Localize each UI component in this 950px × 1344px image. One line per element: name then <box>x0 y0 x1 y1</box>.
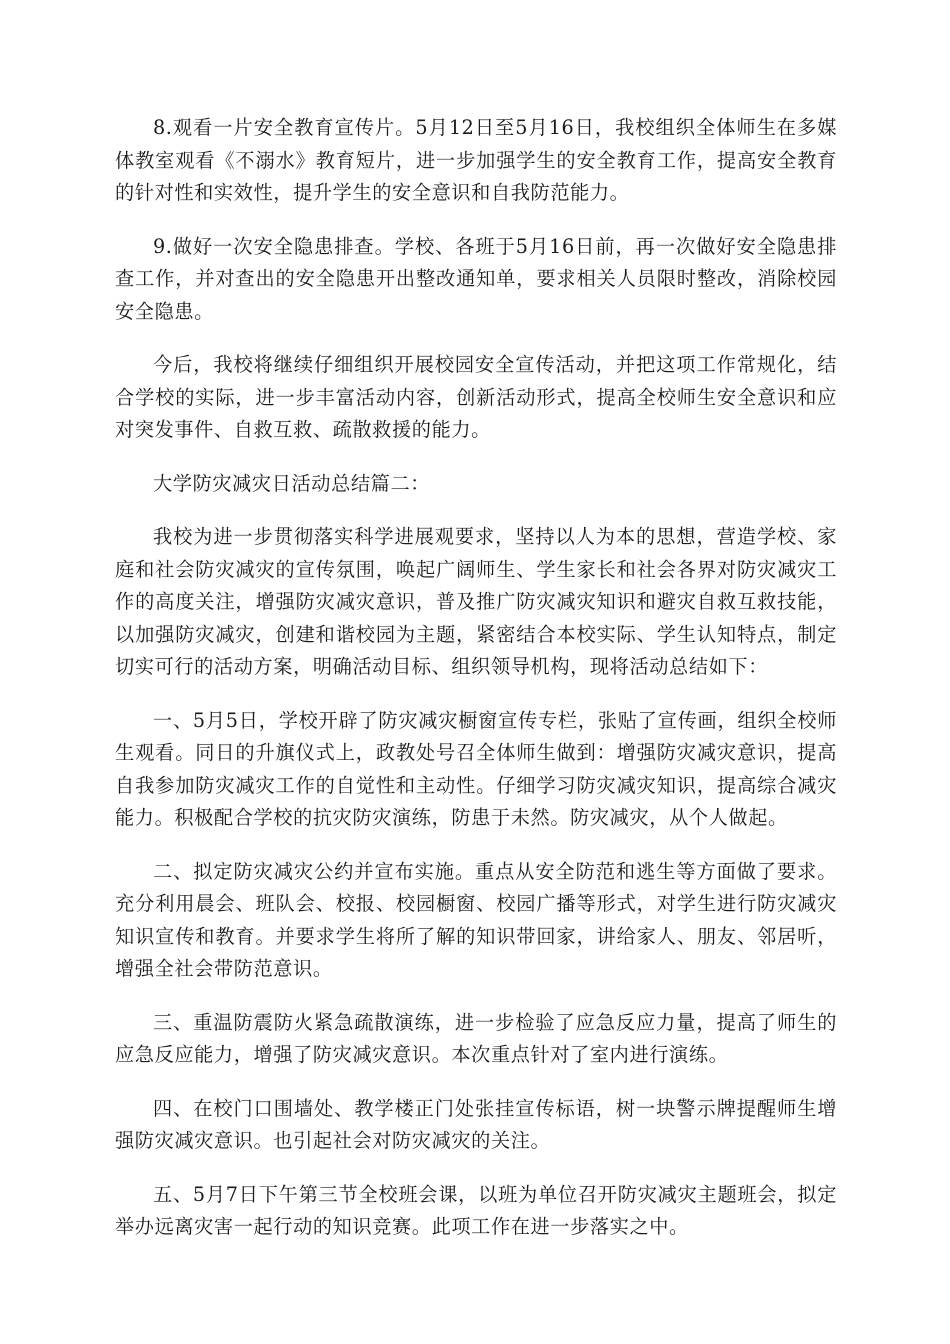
document-page <box>115 112 837 1265</box>
paragraph-conclusion: 今后，我校将继续仔细组织开展校园安全宣传活动，并把这项工作常规化，结合学校的实际，进一步丰富活动内容，创新活动形式，提高全校师生安全意识和应对突发事件、自救互救、疏散救援的能力。 <box>115 353 837 441</box>
paragraph-point-3: 三、重温防震防火紧急疏散演练，进一步检验了应急反应力量，提高了师生的应急反应能力，增强了防灾减灾意识。本次重点针对了室内进行演练。 <box>115 1010 837 1066</box>
paragraph-point-1: 一、5月5日，学校开辟了防灾减灾橱窗宣传专栏，张贴了宣传画，组织全校师生观看。同日的升旗仪式上，政教处号召全体师生做到：增强防灾减灾意识，提高自我参加防灾减灾工作的自觉性和主动性。仔细学习防灾减灾知识，提高综合减灾能力。积极配合学校的抗灾防灾演练，防患于未然。防灾减灾，从个人做起。 <box>115 708 837 829</box>
section-heading: 大学防灾减灾日活动总结篇二： <box>153 471 431 495</box>
paragraph-intro: 我校为进一步贯彻落实科学进展观要求，坚持以人为本的思想，营造学校、家庭和社会防灾减灾的宣传氛围，唤起广阔师生、学生家长和社会各界对防灾减灾工作的高度关注，增强防灾减灾意识，普及推广防灾减灾知识和避灾自救互救技能，以加强防灾减灾，创建和谐校园为主题，紧密结合本校实际、学生认知特点，制定切实可行的活动方案，明确活动目标、组织领导机构，现将活动总结如下： <box>115 525 837 678</box>
paragraph-point-5: 五、5月7日下午第三节全校班会课，以班为单位召开防灾减灾主题班会，拟定举办远离灾害一起行动的知识竞赛。此项工作在进一步落实之中。 <box>115 1182 837 1238</box>
paragraph-item-9: 9.做好一次安全隐患排查。学校、各班于5月16日前，再一次做好安全隐患排查工作，并对查出的安全隐患开出整改通知单，要求相关人员限时整改，消除校园安全隐患。 <box>115 234 837 323</box>
paragraph-point-2: 二、拟定防灾减灾公约并宣布实施。重点从安全防范和逃生等方面做了要求。充分利用晨会、班队会、校报、校园橱窗、校园广播等形式，对学生进行防灾减灾知识宣传和教育。并要求学生将所了解的知识带回家，讲给家人、朋友、邻居听，增强全社会带防范意识。 <box>115 859 837 980</box>
paragraph-point-4: 四、在校门口围墙处、教学楼正门处张挂宣传标语，树一块警示牌提醒师生增强防灾减灾意识。也引起社会对防灾减灾的关注。 <box>115 1096 837 1152</box>
paragraph-item-8: 8.观看一片安全教育宣传片。5月12日至5月16日，我校组织全体师生在多媒体教室观看《不溺水》教育短片，进一步加强学生的安全教育工作，提高安全教育的针对性和实效性，提升学生的安全意识和自我防范能力。 <box>115 116 837 204</box>
